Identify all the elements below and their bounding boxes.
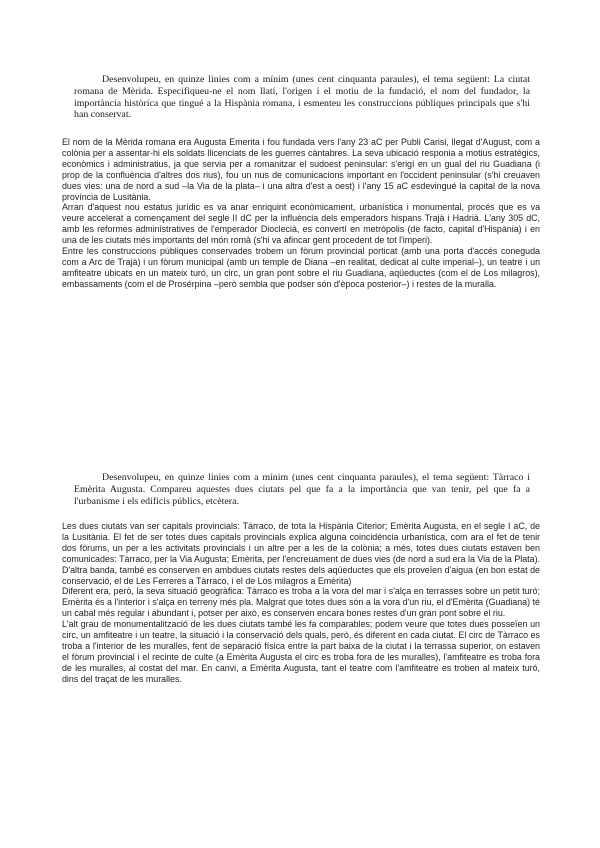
exercise-2-answer bbox=[62, 521, 540, 685]
answer-paragraph: Diferent era, però, la seva situació geogràfica: Tàrraco es troba a la vora del mar i s'alça en terrasses sobre un petit turó; Emèrita és a l'interior i s'alça en terreny més pla. Malgrat que totes dues són a la vora d'un riu, el d'Emèrita (Guadiana) té un cabal més regular i abundant i, potser per això, es conserven encara bones restes d'un gran pont sobre el riu. bbox=[62, 586, 540, 619]
answer-paragraph: Entre les construccions públiques conservades trobem un fòrum provincial porticat (amb una porta d'accés coneguda com a Arc de Trajà) i un fòrum municipal (amb un temple de Diana –en realitat, dedicat al culte imperial–), un teatre i un amfiteatre ubicats en un mateix turó, un circ, un gran pont sobre el riu Guadiana, aqüeductes (com el de Los milagros), embassaments (com el de Prosérpina –però sembla que podser són d'època posterior–) i restes de la muralla. bbox=[62, 246, 540, 289]
answer-paragraph: Arran d'aquest nou estatus jurídic es va anar enriquint econòmicament, urbanística i monumental, procés que es va veure accelerat a començament del segle II dC per la influència dels emperadors hispans Trajà i Hadrià. L'any 305 dC, amb les reformes administratives de l'emperador Dioclecià, es convertí en metròpolis (de facto, capital d'Hispània) i en una de les ciutats més importants del món romà (s'hi va afincar gent procedent de tot l'imperi). bbox=[62, 202, 540, 246]
exercise-2-prompt: Desenvolupeu, en quinze línies com a mínim (unes cent cinquanta paraules), el tema següent: Tàrraco i Emèrita Augusta. Compareu aquestes dues ciutats pel que fa a la importància que van tenir, pel que fa a l'urbanisme i els edificis públics, etcètera. bbox=[74, 472, 530, 507]
answer-paragraph: L'alt grau de monumentalització de les dues ciutats també les fa comparables; podem veure que totes dues posseïen un circ, un amfiteatre i un teatre, la situació i la conservació dels quals, però, és diferent en cada ciutat. El circ de Tàrraco es troba a l'interior de les muralles, fent de separació física entre la part baixa de la ciutat i la terrassa superior, on estaven el fòrum provincial i el recinte de culte (a Emèrita Augusta el circ es troba fora de les muralles), l'amfiteatre es troba fora de les muralles, al costat del mar. En canvi, a Emèrita Augusta, tant el teatre com l'amfiteatre es troben al mateix turó, dins del traçat de les muralles. bbox=[62, 619, 540, 684]
answer-paragraph: El nom de la Mèrida romana era Augusta Emerita i fou fundada vers l'any 23 aC per Publi Carisi, llegat d'August, com a colònia per a assentar-hi els soldats llicenciats de les guerres càntabres. La seva ubicació responia a motius estratègics, econòmics i administratius, ja que servia per a romanitzar el sudoest peninsular: s'erigí en un gual del riu Guadiana (i prop de la confluència d'altres dos rius), fou un nus de comunicacions important en l'occident peninsular (s'hi creuaven dues vies: una de nord a sud –la Via de la plata– i una altra d'est a oest) i l'any 15 aC esdevingué la capital de la nova província de Lusitània. bbox=[62, 137, 540, 202]
exercise-1-prompt: Desenvolupeu, en quinze línies com a mínim (unes cent cinquanta paraules), el tema següent: La ciutat romana de Mèrida. Especifiqueu-ne el nom llatí, l'origen i el motiu de la fundació, el nom del fundador, la importància històrica que tingué a la Hispània romana, i esmenteu les construccions públiques principals que s'hi han conservat. bbox=[74, 74, 530, 121]
exercise-1-answer bbox=[62, 137, 540, 290]
answer-paragraph: Les dues ciutats van ser capitals provincials: Tàrraco, de tota la Hispània Citerior; Emèrita Augusta, en el segle I aC, de la Lusitània. El fet de ser totes dues capitals provincials explica alguna coincidència urbanística, com ara el fet de tenir dos fòrums, un per a les activitats provincials i un altre per a les de la colònia; a més, totes dues ciutats estaven ben comunicades: Tàrraco, per la Via Augusta; Emèrita, per l'encreuament de dues vies (de nord a sud era la Via de la Plata). D'altra banda, també es conserven en ambdues ciutats restes dels aqüeductes que els proveïen d'aigua (en bon estat de conservació, el de Les Ferreres a Tàrraco, i el de Los milagros a Emèrita) bbox=[62, 521, 540, 586]
